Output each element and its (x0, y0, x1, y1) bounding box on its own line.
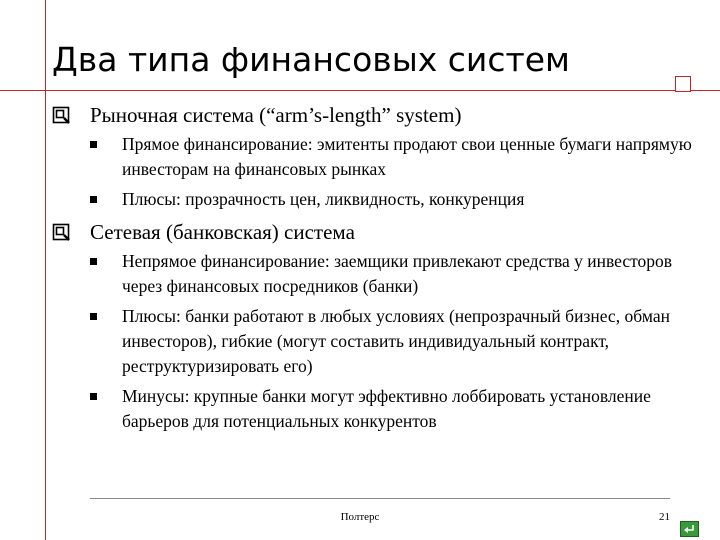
footer-author: Полтерс (340, 511, 380, 523)
footer-divider (90, 498, 670, 499)
slide-title: Два типа финансовых систем (52, 40, 570, 79)
square-bullet-icon (90, 258, 97, 265)
square-bullet-icon (90, 141, 97, 148)
list-item (52, 187, 702, 212)
square-bullet-icon (90, 393, 97, 400)
section-heading-market (52, 100, 702, 130)
list-item (52, 304, 702, 379)
section-heading-network (52, 217, 702, 247)
list-item (52, 249, 702, 299)
return-arrow-icon[interactable] (680, 521, 699, 537)
slide-content (52, 100, 702, 439)
checkbox-q-icon (52, 106, 70, 124)
list-item (52, 132, 702, 182)
section-heading-text: Сетевая (банковская) система (90, 220, 355, 244)
section-heading-text: Рыночная система (“arm’s-length” system) (90, 103, 462, 127)
list-item-text: Непрямое финансирование: заемщики привлекают средства у инвесторов через финансовых посредников (банки) (122, 251, 673, 296)
list-item-text: Плюсы: банки работают в любых условиях (непрозрачный бизнес, обман инвесторов), гибкие (могут составить индивидуальный контракт, реструктуризировать его) (122, 306, 671, 376)
frame-vertical-line (45, 0, 46, 540)
bullet-list-market (52, 132, 702, 212)
bullet-list-network (52, 249, 702, 434)
frame-horizontal-line (0, 90, 720, 91)
return-arrow-glyph (681, 522, 698, 536)
checkbox-q-icon (52, 223, 70, 241)
corner-square-decoration (675, 76, 691, 92)
square-bullet-icon (90, 196, 97, 203)
page-number: 21 (659, 511, 670, 523)
list-item-text: Плюсы: прозрачность цен, ликвидность, конкуренция (122, 189, 525, 209)
list-item-text: Прямое финансирование: эмитенты продают свои ценные бумаги напрямую инвесторам на финансовых рынках (122, 134, 692, 179)
list-item (52, 384, 702, 434)
list-item-text: Минусы: крупные банки могут эффективно лоббировать установление барьеров для потенциальных конкурентов (122, 386, 651, 431)
square-bullet-icon (90, 313, 97, 320)
